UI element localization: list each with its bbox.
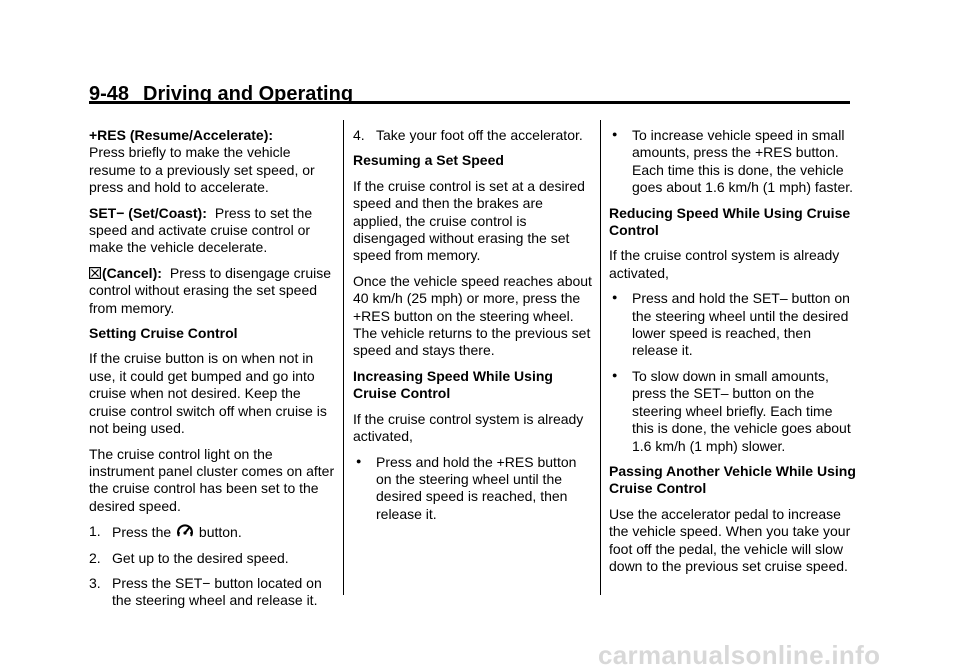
resuming-heading: Resuming a Set Speed xyxy=(353,152,504,169)
resuming-paragraph-1: If the cruise control is set at a desired speed and then the brakes are applied, the cruise control is disengaged without erasing the set speed from memory. xyxy=(353,177,585,264)
res-paragraph xyxy=(89,127,335,197)
column-divider xyxy=(343,120,344,595)
bullet-icon: ● xyxy=(612,129,618,139)
step-text-post: button. xyxy=(198,524,242,541)
cruise-control-speedometer-icon xyxy=(176,523,194,541)
bullet-item xyxy=(609,127,857,197)
bullet-item xyxy=(609,368,857,455)
column-3 xyxy=(609,127,857,583)
step-item xyxy=(353,127,593,144)
setting-paragraph-2: The cruise control light on the instrument panel cluster comes on after the cruise control has been set to the desired speed. xyxy=(89,445,335,514)
section-title: Driving and Operating xyxy=(143,83,354,105)
bullet-icon: ● xyxy=(612,369,618,380)
header-rule xyxy=(89,101,850,104)
set-label: SET− (Set/Coast): xyxy=(89,204,207,221)
step-item xyxy=(89,550,335,567)
column-2 xyxy=(353,127,593,531)
page-number: 9-48 xyxy=(89,83,130,105)
step-text: Press the SET− button located on the steering wheel and release it. xyxy=(112,574,322,609)
increasing-intro: If the cruise control system is already activated, xyxy=(353,410,584,445)
passing-paragraph: Use the accelerator pedal to increase the vehicle speed. When you take your foot off the pedal, the vehicle will slow down to the previous set cruise speed. xyxy=(609,505,851,574)
column-divider xyxy=(600,120,601,595)
step-number: 2. xyxy=(89,549,101,566)
reducing-intro: If the cruise control system is already activated, xyxy=(609,247,840,281)
step-text-pre: Press the xyxy=(112,524,172,541)
bullet-icon: ● xyxy=(612,292,618,303)
passing-heading: Passing Another Vehicle While Using Cruise Control xyxy=(609,462,856,497)
step-item xyxy=(89,523,335,541)
setting-heading: Setting Cruise Control xyxy=(89,325,238,342)
set-paragraph xyxy=(89,205,335,257)
bullet-item xyxy=(353,454,593,524)
reducing-heading: Reducing Speed While Using Cruise Control xyxy=(609,204,851,239)
step-number: 3. xyxy=(89,574,101,591)
bullet-text: To increase vehicle speed in small amounts, press the +RES button. Each time this is done, the vehicle goes about 1.6 km/h (1 mph) faster. xyxy=(632,127,854,196)
bullet-text: Press and hold the SET– button on the steering wheel until the desired lower speed is reached, then release it. xyxy=(632,290,850,359)
setting-paragraph-1: If the cruise button is on when not in use, it could get bumped and go into cruise when not desired. Keep the cruise control switch off when cruise is not being used. xyxy=(89,350,327,437)
res-label: +RES (Resume/Accelerate): xyxy=(89,127,274,143)
bullet-item xyxy=(609,290,857,360)
set-text: Press to set the speed and activate cruise control or make the vehicle decelerate. xyxy=(89,204,313,256)
step-number: 1. xyxy=(89,523,101,540)
watermark: carmanualsonline.info xyxy=(598,640,881,670)
step-number: 4. xyxy=(353,127,365,143)
bullet-text: To slow down in small amounts, press the SET– button on the steering wheel briefly. Each time this is done, the vehicle goes about 1.6 km/h (1 mph) slower. xyxy=(632,367,851,454)
resuming-paragraph-2: Once the vehicle speed reaches about 40 km/h (25 mph) or more, press the +RES button on the steering wheel. The vehicle returns to the previous set speed and stays there. xyxy=(353,272,592,359)
bullet-text: Press and hold the +RES button on the steering wheel until the desired speed is reached, then release it. xyxy=(376,453,577,522)
cancel-x-box-icon xyxy=(89,267,101,279)
cancel-text: Press to disengage cruise control without erasing the set speed from memory. xyxy=(89,264,331,316)
cancel-paragraph xyxy=(89,265,335,317)
step-text: Take your foot off the accelerator. xyxy=(376,127,583,143)
step-text: Get up to the desired speed. xyxy=(112,549,289,566)
res-text: Press briefly to make the vehicle resume to a previously set speed, or press and hold to accelerate. xyxy=(89,144,315,196)
bullet-icon: ● xyxy=(356,455,362,466)
cancel-label: (Cancel): xyxy=(102,264,162,281)
step-item xyxy=(89,575,335,610)
increasing-heading: Increasing Speed While Using Cruise Control xyxy=(353,367,553,402)
column-1 xyxy=(89,127,335,618)
